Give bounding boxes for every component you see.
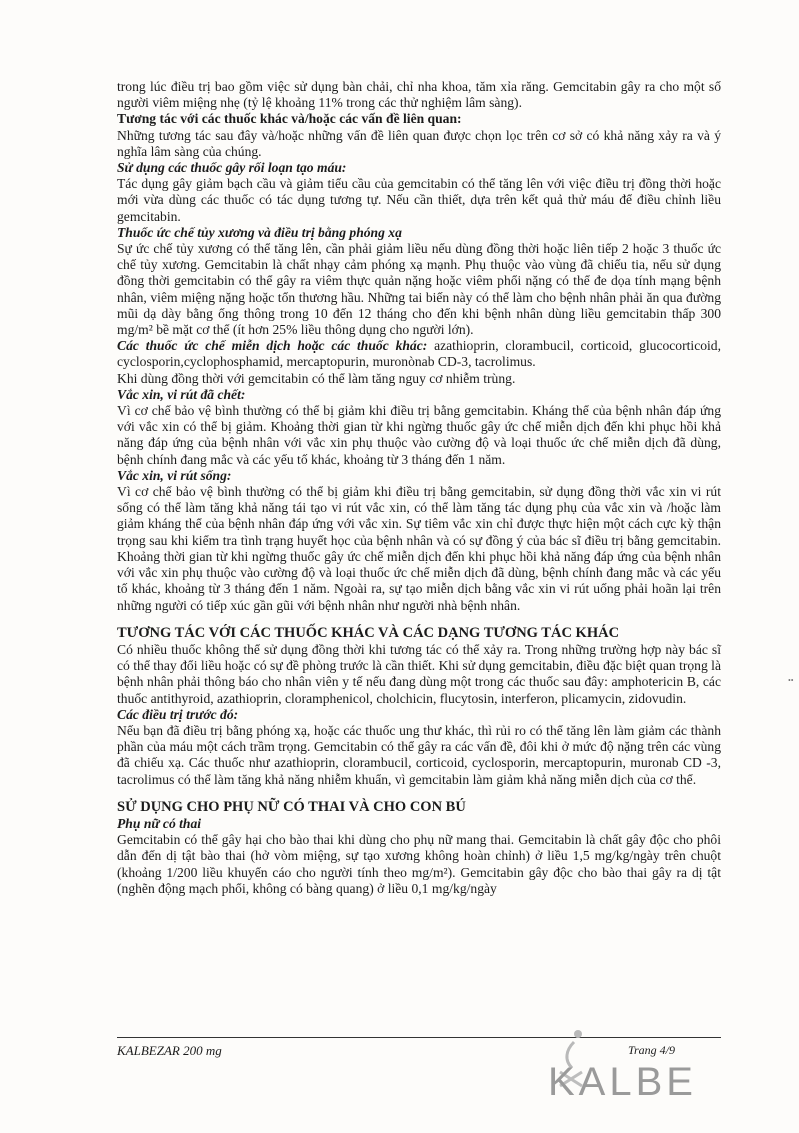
paragraph-10: Nếu bạn đã điều trị bằng phóng xạ, hoặc các thuốc ung thư khác, thì rủi ro có thể tăng lên làm giảm các thành phần của máu một cách trầm trọng. Gemcitabin có thể gây ra các vấn đề, đôi khi ở mức độ nặng trên các vùng đã chiếu xạ. Các thuốc như azathioprin, clorambucil, corticoid, cyclosporin, mercaptopurin, muronab CD -3, tacrolimus có thể làm tăng khả năng nhiễm khuẩn, vì gemcitabin làm giảm khả năng miễn dịch của cơ thể.	[117, 722, 721, 787]
footer-divider	[117, 1037, 721, 1038]
document-body	[117, 79, 721, 897]
paragraph-2: Những tương tác sau đây và/hoặc những vấn đề liên quan được chọn lọc trên cơ sở có khả năng xảy ra và ý nghĩa lâm sàng của chúng.	[117, 127, 721, 159]
heading-interactions: Tương tác với các thuốc khác và/hoặc các vấn đề liên quan:	[117, 111, 462, 127]
scan-mark: ••	[788, 676, 794, 685]
subheading-killed-vaccine: Vắc xin, vi rút đã chết:	[117, 386, 246, 402]
paragraph-7: Vì cơ chế bảo vệ bình thường có thể bị giảm khi điều trị bằng gemcitabin. Kháng thể của bệnh nhân đáp ứng với vắc xin có thể bị giảm. Khoảng thời gian từ khi ngừng thuốc gây ức chế miễn dịch đến khi phục hồi khả năng đáp ứng của bệnh nhân với vắc xin phụ thuộc vào cường độ và loại thuốc ức chế miễn dịch đã dùng, bệnh chính đang mắc và các yếu tố khác, khoảng từ 3 tháng đến 1 năm.	[117, 403, 721, 467]
immunosuppressant-list: azathioprin, clorambucil, corticoid, glucocorticoid, cyclosporin,cyclophosphamid, mercaptopurin, muronònab CD-3, tacrolimus.	[117, 338, 721, 370]
paragraph-11: Gemcitabin có thể gây hại cho bào thai khi dùng cho phụ nữ mang thai. Gemcitabin là chất gây độc cho phôi dẫn đến dị tật bào thai (hở vòm miệng, sự tạo xương không hoàn chỉnh) ở liều 1,5 mg/kg/ngày trên chuột (khoảng 1/200 liều khuyến cáo cho người tính theo mg/m²). Gemcitabin gây độc cho bào thai gây ra dị tật (nghẽn động mạch phổi, không có bàng quang) ở liều 0,1 mg/kg/ngày	[117, 832, 721, 896]
subheading-immunosuppressants: Các thuốc ức chế miễn dịch hoặc các thuốc khác:	[117, 338, 428, 354]
section-heading-drug-interactions: TƯƠNG TÁC VỚI CÁC THUỐC KHÁC VÀ CÁC DẠNG TƯƠNG TÁC KHÁC	[117, 624, 620, 641]
footer-product-name: KALBEZAR 200 mg	[117, 1043, 222, 1058]
paragraph-4: Sự ức chế tủy xương có thể tăng lên, cần phải giảm liều nếu dùng đồng thời hoặc liên tiếp 2 hoặc 3 thuốc ức chế tủy xương. Gemcitabin là chất nhạy cảm phóng xạ mạnh. Phụ thuộc vào vùng đã chiếu tia, nếu sử dụng đồng thời gemcitabin có thể gây ra viêm thực quản nặng hoặc viêm phổi nặng có thể đe dọa tính mạng bệnh nhân, viêm miệng nặng hoặc tổn thương hầu. Những tai biến này có thể làm cho bệnh nhân phải ăn qua đường mũi dạ dày bằng ống thông trong 10 đến 12 tháng cho đến khi bệnh nhân dùng liều gemcitabin thấp 300 mg/m² bề mặt cơ thể (ít hơn 25% liều thông dụng cho người lớn).	[117, 241, 721, 338]
subheading-bone-marrow-radiation: Thuốc ức chế tủy xương và điều trị bằng phóng xạ	[117, 224, 402, 240]
kalbe-logo-text: KALBE	[548, 1060, 697, 1104]
paragraph-1: trong lúc điều trị bao gồm việc sử dụng bàn chải, chỉ nha khoa, tăm xỉa răng. Gemcitabin gây ra cho một số người viêm miệng nhẹ (tỷ lệ khoảng 11% trong các thử nghiệm lâm sàng).	[117, 79, 721, 111]
subheading-pregnant-women: Phụ nữ có thai	[117, 815, 202, 831]
section-heading-pregnancy: SỬ DỤNG CHO PHỤ NỮ CÓ THAI VÀ CHO CON BÚ	[117, 798, 466, 815]
subheading-blood-disorder-drugs: Sử dụng các thuốc gây rối loạn tạo máu:	[117, 160, 347, 176]
footer-page-number: Trang 4/9	[628, 1043, 676, 1057]
subheading-previous-treatments: Các điều trị trước đó:	[117, 706, 239, 722]
paragraph-9: Có nhiều thuốc không thể sử dụng đồng thời khi tương tác có thể xảy ra. Trong những trường hợp này bác sĩ có thể thay đổi liều hoặc có sự đề phòng trước là cần thiết. Khi sử dụng gemcitabin, điều đặc biệt quan trọng là bệnh nhân phải thông báo cho nhân viên y tế nếu đang dùng một trong các thuốc sau đây: amphotericin B, các thuốc antithyroid, azathioprin, cloramphenicol, cholchicin, flucytosin, interferon, plicamycin, zidovudin.	[117, 641, 721, 706]
paragraph-8: Vì cơ chế bảo vệ bình thường có thể bị giảm khi điều trị bằng gemcitabin, sử dụng đồng thời vắc xin vi rút sống có thể làm tăng khả năng tái tạo vi rút vắc xin, có thể làm tăng tác dụng phụ của vắc xin và /hoặc làm giảm kháng thể của bệnh nhân đáp ứng với vắc xin. Sự tiêm vắc xin chỉ được thực hiện một cách cực kỳ thận trọng sau khi kiểm tra tình trạng huyết học của bệnh nhân và có sự đồng ý của bác sĩ điều trị bằng gemcitabin. Khoảng thời gian từ khi ngừng thuốc gây ức chế miễn dịch đến khi phục hồi khả năng đáp ứng của bệnh nhân với vắc xin phụ thuộc vào cường độ và loại thuốc ức chế miễn dịch đã dùng, bệnh chính đang mắc và các yếu tố khác, khoảng từ 3 tháng đến 1 năm. Ngoài ra, sự tạo miễn dịch bằng vắc xin vi rút uống phải hoãn lại trên những người có tiếp xúc gần gũi với bệnh nhân như người nhà bệnh nhân.	[117, 484, 721, 613]
paragraph-3: Tác dụng gây giảm bạch cầu và giảm tiểu cầu của gemcitabin có thể tăng lên với việc điều trị đồng thời hoặc mới vừa dùng các thuốc có tác dụng tương tự. Nếu cần thiết, dựa trên kết quả thử máu để điều chỉnh liều gemcitabin.	[117, 176, 721, 224]
paragraph-6: Khi dùng đồng thời với gemcitabin có thể làm tăng nguy cơ nhiễm trùng.	[117, 370, 516, 386]
subheading-live-vaccine: Vắc xin, vi rút sống:	[117, 467, 232, 483]
paragraph-5	[117, 338, 721, 370]
